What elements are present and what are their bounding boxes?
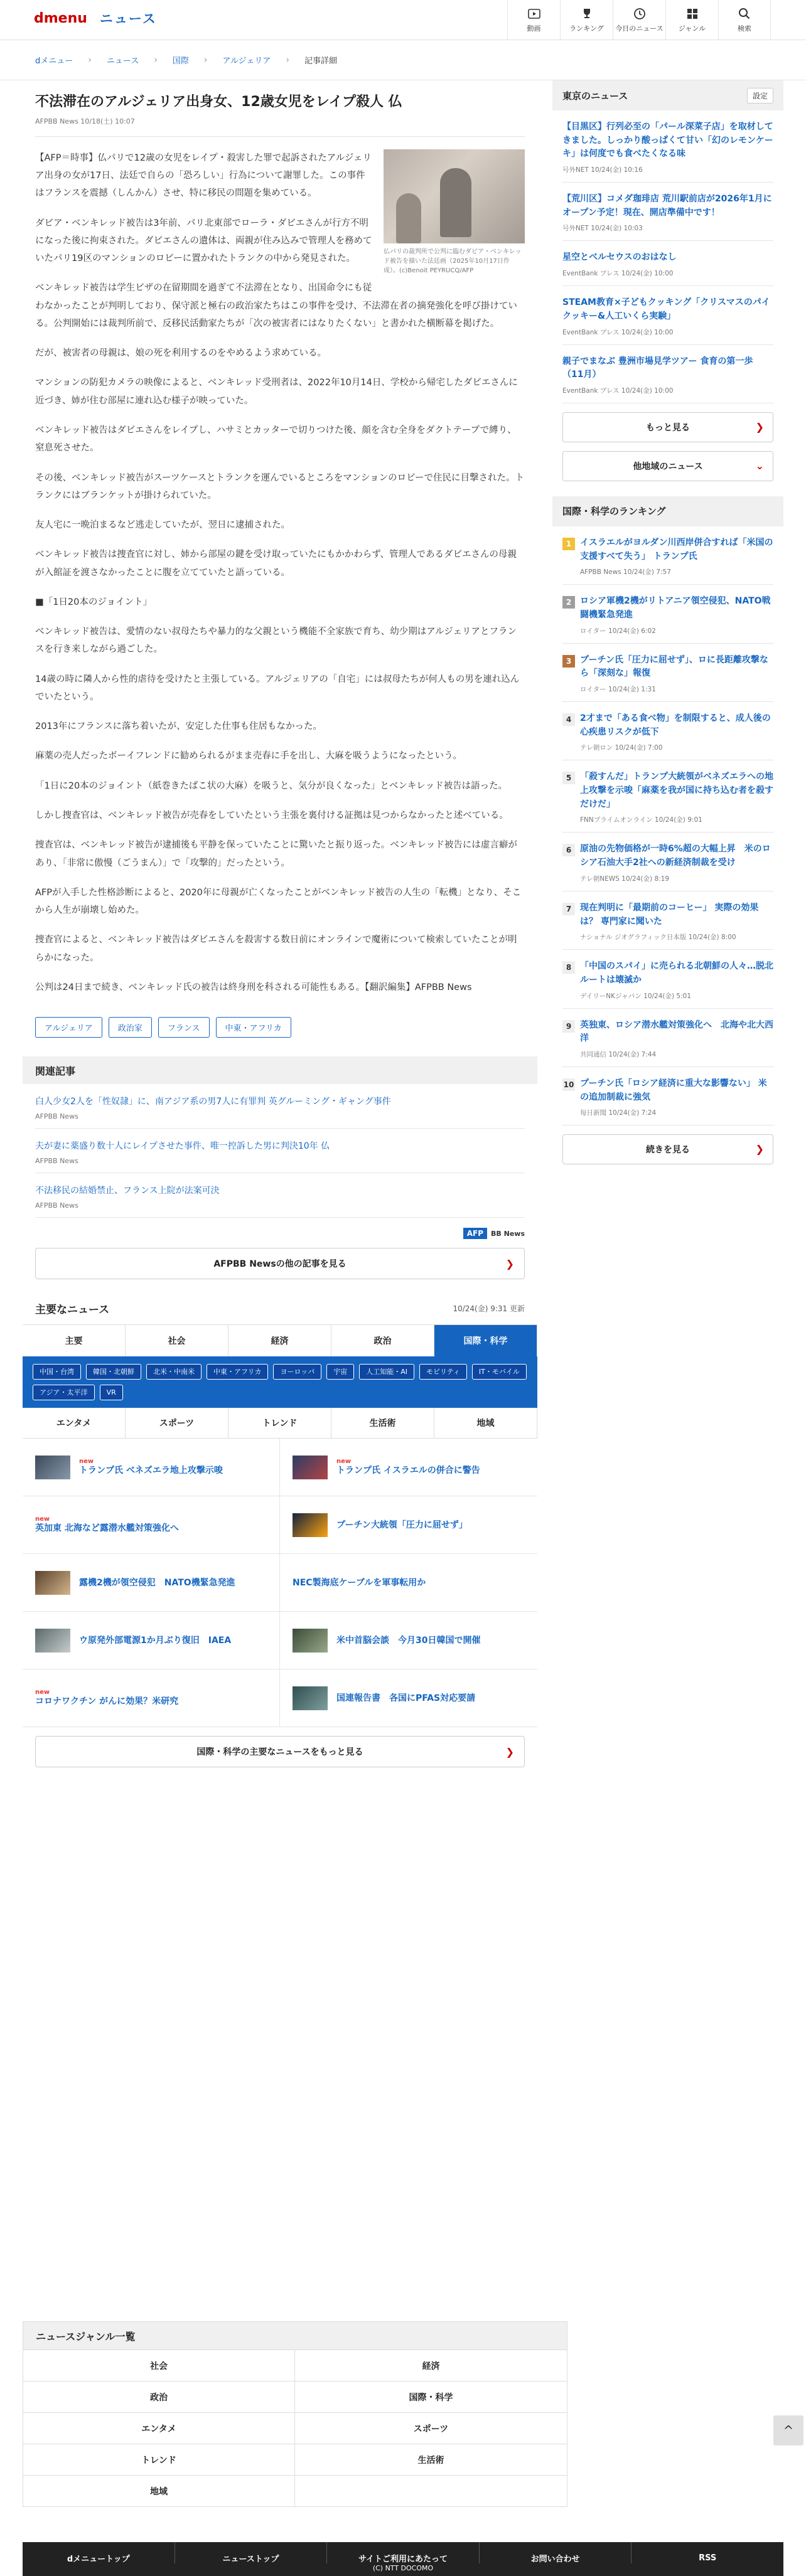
news-title[interactable]: ウ原発外部電源1か月ぶり復旧 IAEA	[79, 1635, 232, 1646]
article-meta: AFPBB News 10/18(土) 10:07	[35, 116, 525, 137]
ranking-title[interactable]: 现在判明に「最期前のコーヒー」 実際の効果は？ 専門家に聞いた	[580, 902, 759, 927]
new-badge: new	[79, 1457, 94, 1465]
new-badge: new	[336, 1457, 352, 1465]
ranking-item[interactable]	[562, 644, 773, 702]
related-title[interactable]: 夫が妻に薬盛り数十人にレイプさせた事件、唯一控訴した男に判決10年 仏	[35, 1141, 330, 1152]
ranking-continue-button[interactable]	[562, 1134, 773, 1164]
article-paragraph: ベンキレッド被告は、愛情のない叔母たちや暴力的な父親という機能不全家族で育ち、幼少期はアルジェリアとフランスを行き来しながら過ごした。	[35, 627, 517, 655]
ranking-source: 毎日新聞 10/24(金) 7:24	[580, 1109, 657, 1117]
article-body	[35, 149, 525, 996]
news-title[interactable]: トランプ氏 ベネズエラ地上攻撃示唆	[79, 1465, 223, 1476]
genre-empty	[295, 2475, 567, 2506]
tab-sports[interactable]: スポーツ	[126, 1408, 228, 1438]
ranking-title[interactable]: 2才まで「ある食べ物」を制限すると、成人後の心疾患リスクが低下	[580, 713, 771, 737]
subcategory-list	[23, 1356, 537, 1408]
rank-number: 1	[562, 538, 575, 550]
ranking-item[interactable]	[562, 1009, 773, 1067]
subcat-asia-pacific[interactable]: アジア・太平洋	[33, 1385, 95, 1400]
subcat-middle-east-africa[interactable]: 中東・アフリカ	[207, 1364, 268, 1380]
article-paragraph: 14歳の時に隣人から性的虐待を受けたと主張している。アルジェリアの「自宅」には叔母たちが何人もの男を連れ込んでいたという。	[35, 674, 520, 702]
news-item[interactable]	[23, 1439, 280, 1496]
genre-society[interactable]: 社会	[23, 2350, 295, 2381]
article-paragraph: ベンキレッド被告は捜査官に対し、姉から部屋の鍵を受け取っていたにもかかわらず、管理人であるダビエさんの母親が入館証を渡さなかったことに腹を立てていたと語っている。	[35, 550, 517, 578]
article	[23, 80, 537, 996]
related-item[interactable]	[35, 1084, 525, 1129]
ranking-item[interactable]	[562, 760, 773, 833]
local-news-title[interactable]: 星空とベルセウスのおはなし	[562, 252, 677, 263]
breadcrumb-algeria[interactable]: アルジェリア	[222, 56, 271, 66]
related-source: AFPBB News	[35, 1157, 78, 1166]
local-news-title[interactable]: 親子でまなぶ 豊洲市場見学ツアー 食育の第一歩（11月）	[562, 356, 753, 380]
rank-number: 8	[562, 961, 575, 974]
ranking-source: ロイター 10/24(金) 6:02	[580, 627, 656, 635]
news-title[interactable]: 米中首脳会談 今月30日韓国で開催	[336, 1635, 481, 1646]
local-news-list	[552, 110, 783, 403]
nav-search-label: 検索	[738, 24, 751, 33]
tag-middle-east-africa[interactable]: 中東・アフリカ	[216, 1017, 291, 1038]
local-news-source: EventBank プレス 10/24(金) 10:00	[562, 386, 674, 395]
subcat-korea[interactable]: 韓国・北朝鮮	[86, 1364, 141, 1380]
chevron-right-icon: ›	[286, 55, 289, 65]
news-title[interactable]: コロナワクチン がんに効果？米研究	[35, 1696, 179, 1706]
ranking-list	[552, 526, 783, 1126]
local-news-source: 号外NET 10/24(金) 10:16	[562, 166, 643, 174]
local-news-title[interactable]: 【目黒区】行列必至の「パール深菜子店」を取材してきました。しっかり酸っぱくて甘い「幻のレモンケーキ」は何度でも食べたくなる味	[562, 122, 773, 159]
article-image[interactable]	[384, 149, 525, 243]
chevron-right-icon: ❯	[505, 1746, 514, 1759]
genre-list-section	[23, 2321, 567, 2507]
ranking-source: 共同通信 10/24(金) 7:44	[580, 1050, 657, 1058]
ranking-item[interactable]	[562, 891, 773, 950]
genre-politics[interactable]: 政治	[23, 2381, 295, 2412]
article-paragraph: ベンキレッド被告はダビエさんをレイプし、ハサミとカッターで切りつけた後、顔を含む全身をダクトテープで縛り、窒息死させた。	[35, 425, 517, 454]
ranking-source: ロイター 10/24(金) 1:31	[580, 686, 656, 693]
afp-logo-mark: AFP	[463, 1228, 487, 1239]
image-caption: 仏パリの裁判所で公判に臨むダビア・ベンキレッド被告を描いた法廷画（2025年10月17日作成）。(c)Benoit PEYRUCQ/AFP	[384, 248, 522, 274]
local-more-button[interactable]	[562, 412, 773, 442]
tab-entertainment[interactable]: エンタメ	[23, 1408, 126, 1438]
news-title[interactable]: 露機2機が領空侵犯 NATO機緊急発進	[79, 1577, 235, 1588]
nav-today[interactable]	[613, 0, 665, 40]
article-paragraph: 友人宅に一晩泊まるなど逃走していたが、翌日に逮捕された。	[35, 520, 290, 531]
genre-region[interactable]: 地域	[23, 2475, 295, 2506]
local-news-heading: 東京のニュース	[562, 90, 628, 102]
secondary-tabs	[23, 1408, 537, 1439]
rank-number: 7	[562, 903, 575, 915]
news-title[interactable]: トランプ氏 イスラエルの併合に警告	[336, 1465, 480, 1476]
news-title[interactable]: 国連報告書 各国にPFAS対応要請	[336, 1693, 476, 1703]
article-paragraph: 2013年にフランスに落ち着いたが、安定した仕事も住居もなかった。	[35, 721, 322, 732]
chevron-right-icon: ❯	[755, 1143, 764, 1156]
subcat-mobility[interactable]: モビリティ	[419, 1364, 467, 1380]
chevron-right-icon: ❯	[505, 1258, 514, 1270]
other-region-button[interactable]	[562, 451, 773, 481]
news-thumbnail	[293, 1686, 328, 1710]
footer-terms[interactable]: サイトご利用にあたって	[327, 2542, 480, 2573]
related-source: AFPBB News	[35, 1112, 78, 1121]
genre-trend[interactable]: トレンド	[23, 2444, 295, 2475]
article-paragraph: 「1日に20本のジョイント（紙巻きたばこ状の大麻）を吸うと、気分が良くなった」とベンキレッド被告は語った。	[35, 780, 508, 791]
ranking-source: FNNプライムオンライン 10/24(金) 9:01	[580, 816, 702, 824]
video-icon	[527, 7, 541, 21]
genre-sports[interactable]: スポーツ	[295, 2412, 567, 2444]
search-icon	[738, 7, 751, 21]
article-paragraph: 【AFP＝時事】仏パリで12歳の女児をレイプ・殺害した罪で起訴されたアルジェリア出身の女が17日、法廷で自らの「恐ろしい」行為について謝罪した。この事件はフランスを震撼（しんかん）させ、特に移民の問題を集めている。	[35, 152, 372, 199]
nav-search[interactable]	[718, 0, 771, 40]
nav-video-label: 動画	[527, 24, 541, 33]
afpbb-more-label: AFPBB Newsの他の記事を見る	[213, 1259, 347, 1270]
news-title[interactable]: 英加東 北海など露潜水艦対策強化へ	[35, 1523, 179, 1533]
main-news-updated: 10/24(金) 9:31 更新	[453, 1304, 525, 1313]
local-news-source: EventBank プレス 10/24(金) 10:00	[562, 270, 674, 278]
news-thumbnail	[293, 1456, 328, 1479]
ranking-title[interactable]: 英独東、ロシア潜水艦対策強化へ 北海や北大西洋	[580, 1019, 773, 1044]
article-paragraph: 公判は24日まで続き、ベンキレッド氏の被告は終身刑を科される可能性もある。【翻訳編集】AFPBB News	[35, 982, 472, 993]
afpbb-logo-text: BB News	[491, 1229, 525, 1238]
article-paragraph: ベンキレッド被告は学生ビザの在留期間を過ぎて不法滞在となり、出国命令にも従わなかったことが判明しており、保守派と極右の政治家たちはこの事件を受け、不法滞在者の摘発強化を呼び掛けている。公判開始には裁判所前で、反移民活動家たちが「次の被害者にはなりたくない」と書かれた横断幕を掲げた。	[35, 283, 517, 329]
article-paragraph: 捜査官によると、ベンキレッド被告はダビエさんを殺害する数日前にオンラインで魔術について検索していたことが明らかになった。	[35, 935, 517, 963]
main-news-section	[23, 1296, 537, 1767]
genre-economy[interactable]: 経済	[295, 2350, 567, 2381]
breadcrumb-dmenu[interactable]: dメニュー	[35, 56, 73, 66]
nav-ranking[interactable]	[560, 0, 613, 40]
tag-algeria[interactable]: アルジェリア	[35, 1017, 102, 1038]
related-heading: 関連記事	[23, 1056, 537, 1084]
news-item[interactable]	[280, 1496, 537, 1554]
tab-politics[interactable]: 政治	[331, 1325, 434, 1356]
local-news-item[interactable]	[562, 183, 773, 241]
subcat-china-taiwan[interactable]: 中国・台湾	[33, 1364, 81, 1380]
ranking-source: テレ朝ロン 10/24(金) 7:00	[580, 744, 663, 752]
grid-icon	[685, 7, 699, 21]
chevron-down-icon: ⌄	[755, 459, 764, 472]
ranking-source: AFPBB News 10/24(金) 7:57	[580, 568, 671, 577]
scroll-to-top-button[interactable]	[773, 2415, 803, 2446]
article-title: 不法滞在のアルジェリア出身女、12歳女児をレイプ殺人 仏	[35, 94, 402, 110]
intl-more-button[interactable]	[35, 1736, 525, 1767]
news-item[interactable]	[280, 1669, 537, 1727]
related-title[interactable]: 白人少女2人を「性奴隷」に、南アジア系の男7人に有罪判 英グルーミング・ギャング事件	[35, 1097, 391, 1107]
settings-button[interactable]: 設定	[747, 88, 773, 104]
tab-international-science[interactable]: 国際・科学	[434, 1325, 537, 1356]
ranking-title[interactable]: プーチン氏「ロシア経済に重大な影響ない」 米の追加制裁に強気	[580, 1078, 767, 1102]
local-news-title[interactable]: 【荒川区】コメダ珈琲店 荒川駅前店が2026年1月にオープン予定！現在、開店準備中です！	[562, 194, 772, 218]
subcat-europe[interactable]: ヨーロッパ	[273, 1364, 321, 1380]
article-paragraph: 捜査官は、ベンキレッド被告が逮捕後も平静を保っていたことに驚いたと振り返った。ベンキレッド被告には虚言癖があり、「非常に傲慢（ごうまん）」で「攻撃的」だったという。	[35, 840, 517, 868]
breadcrumb-current: 記事詳細	[304, 56, 337, 66]
article-paragraph: ダビア・ベンキレッド被告は3年前、パリ北東部でローラ・ダビエさんが行方不明になった後に拘束された。ダビエさんの遺体は、両親が住み込みで管理人を務めていたパリ19区のマンションのロビーに置かれたトランクの中から発見された。	[35, 218, 372, 264]
main-news-tabs	[23, 1324, 537, 1356]
news-item[interactable]	[280, 1554, 537, 1612]
local-news-header	[552, 80, 783, 110]
news-thumbnail	[293, 1629, 328, 1653]
nav-today-label: 今日のニュース	[615, 24, 664, 33]
news-item[interactable]	[23, 1669, 280, 1727]
intl-more-label: 国際・科学の主要なニュースをもっと見る	[196, 1747, 363, 1758]
breadcrumb	[0, 40, 806, 80]
ranking-item[interactable]	[562, 526, 773, 585]
article-subheading: ■「1日20本のジョイント」	[35, 597, 153, 607]
nav-genre-label: ジャンル	[678, 24, 706, 33]
subcat-ai[interactable]: 人工知能・AI	[359, 1364, 414, 1380]
chevron-right-icon: ›	[88, 55, 92, 65]
related-item[interactable]	[35, 1173, 525, 1218]
local-news-source: EventBank プレス 10/24(金) 10:00	[562, 328, 674, 336]
local-news-item[interactable]	[562, 286, 773, 344]
footer-contact[interactable]: お問い合わせ	[480, 2542, 632, 2573]
ranking-title[interactable]: 「中国のスパイ」に売られる北朝鮮の人々…脱北ルートは壊滅か	[580, 961, 773, 985]
tab-trend[interactable]: トレンド	[228, 1408, 331, 1438]
ranking-title[interactable]: 「殺すんだ」トランプ大統領がベネズエラへの地上攻撃を示唆「麻薬を我が国に持ち込む者を殺すだけだ」	[580, 772, 773, 809]
news-item[interactable]	[23, 1612, 280, 1669]
ranking-continue-label: 続きを見る	[646, 1145, 690, 1156]
subcat-vr[interactable]: VR	[100, 1385, 123, 1400]
ranking-title[interactable]: ロシア軍機2機がリトアニア領空侵犯、NATO戦闘機緊急発進	[580, 596, 771, 620]
related-item[interactable]	[35, 1129, 525, 1173]
ranking-header	[552, 496, 783, 526]
main-news-grid	[23, 1439, 537, 1727]
main-column	[23, 80, 537, 1767]
related-list	[23, 1084, 537, 1218]
chevron-right-icon: ›	[203, 55, 208, 65]
ranking-item[interactable]	[562, 1067, 773, 1126]
tag-politician[interactable]: 政治家	[109, 1017, 152, 1038]
genre-lifestyle[interactable]: 生活術	[295, 2444, 567, 2475]
ranking-title[interactable]: 原油の先物価格が一時6%超の大幅上昇 米のロシア石油大手2社への新経済制裁を受け	[580, 844, 771, 868]
local-news-title[interactable]: STEAM教育×子どもクッキング「クリスマスのパイクッキー&人工いくら実験」	[562, 297, 770, 321]
tab-society[interactable]: 社会	[126, 1325, 228, 1356]
genre-grid	[23, 2350, 567, 2506]
trophy-icon	[580, 7, 594, 21]
main-news-header	[23, 1296, 537, 1321]
breadcrumb-international[interactable]: 国際	[172, 56, 189, 66]
ranking-item[interactable]	[562, 833, 773, 891]
news-title[interactable]: プーチン大統領「圧力に屈せず」	[336, 1520, 468, 1530]
news-thumbnail	[35, 1456, 70, 1479]
chevron-right-icon: ›	[154, 55, 158, 65]
tag-france[interactable]: フランス	[158, 1017, 210, 1038]
article-tags	[23, 1008, 537, 1056]
ranking-item[interactable]	[562, 702, 773, 760]
genre-entertainment[interactable]: エンタメ	[23, 2412, 295, 2444]
copyright: (C) NTT DOCOMO	[23, 2563, 783, 2573]
chevron-right-icon: ❯	[755, 420, 764, 433]
nav-video[interactable]	[507, 0, 560, 40]
dmenu-logo[interactable]: dmenu	[34, 10, 87, 26]
ranking-title[interactable]: イスラエルがヨルダン川西岸併合すれば「米国の支援すべて失う」 トランプ氏	[580, 537, 773, 562]
ranking-heading: 国際・科学のランキング	[562, 506, 666, 518]
tab-lifestyle[interactable]: 生活術	[331, 1408, 434, 1438]
breadcrumb-news[interactable]: ニュース	[106, 56, 139, 66]
footer-rss[interactable]: RSS	[699, 2553, 717, 2563]
article-paragraph: しかし捜査官は、ベンキレッド被告が売春をしていたという主張を裏付ける証拠は見つからなかったと述べている。	[35, 810, 508, 821]
tab-economy[interactable]: 経済	[228, 1325, 331, 1356]
news-title[interactable]: NEC製海底ケーブルを軍事転用か	[293, 1577, 426, 1588]
news-thumbnail	[35, 1629, 70, 1653]
header-nav	[507, 0, 771, 40]
site-logo[interactable]	[34, 9, 157, 28]
rank-number: 2	[562, 596, 575, 609]
news-item[interactable]	[23, 1554, 280, 1612]
clock-icon	[633, 7, 647, 21]
article-paragraph: 麻薬の売人だったボーイフレンドに勧められるがまま売春に手を出し、大麻を吸うようになったという。	[35, 751, 463, 762]
tab-main[interactable]: 主要	[23, 1325, 126, 1356]
subcat-it-mobile[interactable]: IT・モバイル	[472, 1364, 527, 1380]
ranking-source: デイリーNKジャパン 10/24(金) 5:01	[580, 992, 692, 1000]
site-header	[0, 0, 806, 40]
subcat-americas[interactable]: 北米・中南米	[146, 1364, 202, 1380]
local-news-item[interactable]	[562, 241, 773, 286]
new-badge: new	[35, 1688, 50, 1696]
rank-number: 5	[562, 772, 575, 784]
new-badge: new	[35, 1515, 50, 1523]
rank-number: 6	[562, 844, 575, 856]
tab-region[interactable]: 地域	[434, 1408, 537, 1438]
sidebar	[552, 80, 783, 1164]
news-item[interactable]	[23, 1496, 280, 1554]
nav-ranking-label: ランキング	[569, 24, 604, 33]
article-paragraph: マンションの防犯カメラの映像によると、ベンキレッド受刑者は、2022年10月14日、学校から帰宅したダビエさんに近づき、姉が住む部屋に連れ込む様子が映っていた。	[35, 378, 518, 406]
ranking-source: ナショナル ジオグラフィック日本版 10/24(金) 8:00	[580, 934, 736, 942]
related-title[interactable]: 不法移民の結婚禁止、フランス上院が法案可決	[35, 1186, 220, 1196]
rank-number: 4	[562, 713, 575, 726]
rank-number: 3	[562, 655, 575, 668]
rank-number: 10	[562, 1078, 575, 1091]
related-source: AFPBB News	[35, 1201, 78, 1210]
rank-number: 9	[562, 1020, 575, 1033]
local-more-label: もっと見る	[646, 422, 690, 433]
local-news-item[interactable]	[562, 110, 773, 183]
footer-dmenu-top[interactable]: dメニュートップ	[23, 2542, 175, 2573]
footer-bottom-bar	[23, 2573, 783, 2576]
article-paragraph: AFPが入手した性格診断によると、2020年に母親が亡くなったことがベンキレッド被告の人生の「転機」となり、そこから人生が崩壊し始めた。	[35, 887, 522, 916]
news-section-title[interactable]: ニュース	[99, 11, 157, 26]
genre-heading: ニュースジャンル一覧	[23, 2322, 567, 2350]
article-paragraph: だが、被害者の母親は、娘の死を利用するのをやめるよう求めている。	[35, 348, 326, 359]
local-news-source: 号外NET 10/24(金) 10:03	[562, 225, 643, 233]
subcat-space[interactable]: 宇宙	[326, 1364, 354, 1380]
nav-genre[interactable]	[665, 0, 718, 40]
ranking-item[interactable]	[562, 950, 773, 1008]
afpbb-logo	[23, 1218, 537, 1239]
main-news-heading: 主要なニュース	[35, 1303, 110, 1316]
genre-international-science[interactable]: 国際・科学	[295, 2381, 567, 2412]
news-item[interactable]	[280, 1439, 537, 1496]
chevron-up-icon: ^	[783, 2423, 794, 2438]
news-item[interactable]	[280, 1612, 537, 1669]
ranking-source: テレ朝NEWS 10/24(金) 8:19	[580, 875, 670, 883]
news-thumbnail	[35, 1571, 70, 1595]
footer-news-top[interactable]: ニューストップ	[175, 2542, 328, 2573]
news-thumbnail	[293, 1513, 328, 1537]
other-region-label: 他地域のニュース	[633, 461, 703, 472]
afpbb-more-button[interactable]	[35, 1248, 525, 1279]
local-news-item[interactable]	[562, 345, 773, 403]
article-paragraph: その後、ベンキレッド被告がスーツケースとトランクを運んでいるところをマンションのロビーで住民に目撃された。トランクにはブランケットが掛けられていた。	[35, 472, 525, 501]
ranking-title[interactable]: プーチン氏「圧力に屈せず」、ロに長距離攻撃なら「深刻な」報復	[580, 654, 768, 679]
article-figure[interactable]	[384, 149, 525, 275]
ranking-item[interactable]	[562, 585, 773, 643]
